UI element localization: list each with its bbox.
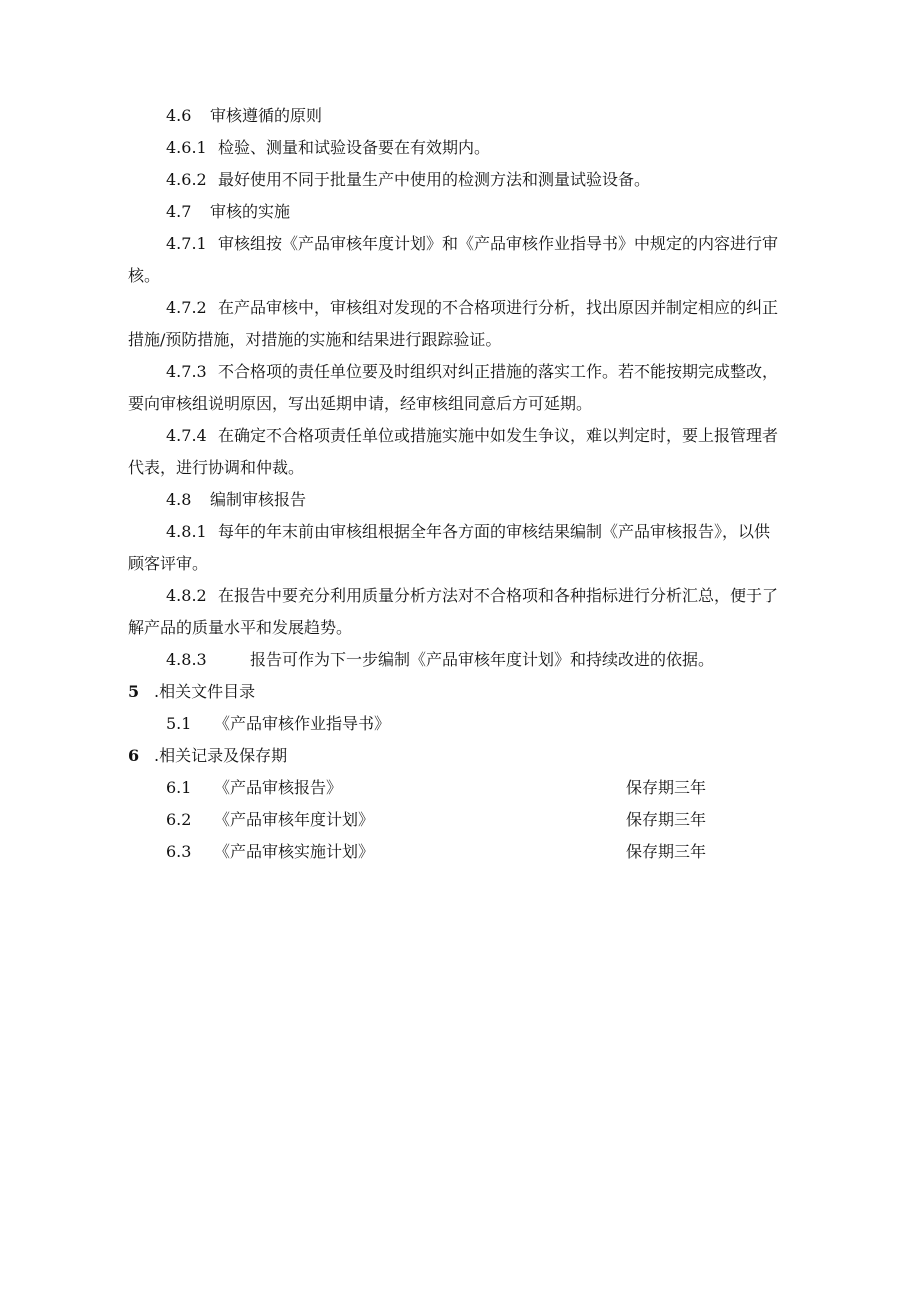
record-name: 《产品审核年度计划》 [214,810,375,829]
clause-number: 4.7.3 [166,362,207,381]
section-title: .相关文件目录 [154,682,256,701]
clause-number: 4.8.3 [166,650,207,669]
clause-4-6-2 [166,169,650,191]
section-title: .相关记录及保存期 [154,746,288,765]
clause-4-8-1-continuation: 顾客评审。 [128,554,209,573]
clause-number: 4.7.1 [166,234,207,253]
clause-text: 在确定不合格项责任单位或措施实施中如发生争议，难以判定时，要上报管理者 [218,426,779,445]
record-number: 6.3 [166,842,192,861]
clause-number: 4.8.2 [166,586,207,605]
clause-text: 审核的实施 [210,202,291,221]
record-retention: 保存期三年 [626,778,707,797]
clause-text: 审核遵循的原则 [210,106,323,125]
record-row [166,809,706,831]
clause-text: 在产品审核中，审核组对发现的不合格项进行分析，找出原因并制定相应的纠正 [218,298,779,317]
clause-4-7 [166,201,290,223]
clause-text: 检验、测量和试验设备要在有效期内。 [218,138,491,157]
clause-4-8-3 [166,649,714,671]
clause-4-7-2-continuation: 措施/预防措施，对措施的实施和结果进行跟踪验证。 [128,330,502,349]
section-5-item [166,713,390,735]
section-number: 6 [128,746,140,765]
clause-text: 不合格项的责任单位要及时组织对纠正措施的落实工作。若不能按期完成整改， [218,362,779,381]
clause-4-7-2 [166,297,778,319]
record-number: 6.2 [166,810,192,829]
clause-text: 每年的年末前由审核组根据全年各方面的审核结果编制《产品审核报告》，以供 [218,522,771,541]
clause-text: 最好使用不同于批量生产中使用的检测方法和测量试验设备。 [218,170,651,189]
clause-4-7-4 [166,425,778,447]
section-5-heading [128,681,255,703]
clause-text: 审核组按《产品审核年度计划》和《产品审核作业指导书》中规定的内容进行审 [218,234,779,253]
clause-number: 4.6 [166,106,192,125]
clause-4-7-1-continuation: 核。 [128,266,161,285]
clause-4-7-1 [166,233,778,255]
record-row [166,841,706,863]
item-text: 《产品审核作业指导书》 [214,714,391,733]
clause-number: 4.8.1 [166,522,207,541]
clause-number: 4.8 [166,490,192,509]
item-number: 5.1 [166,714,192,733]
clause-4-6 [166,105,322,127]
clause-4-7-3-continuation: 要向审核组说明原因，写出延期申请，经审核组同意后方可延期。 [128,394,593,413]
clause-4-6-1 [166,137,490,159]
clause-number: 4.6.2 [166,170,207,189]
record-number: 6.1 [166,778,192,797]
record-name: 《产品审核实施计划》 [214,842,375,861]
clause-number: 4.7.4 [166,426,207,445]
clause-4-8-2-continuation: 解产品的质量水平和发展趋势。 [128,618,353,637]
clause-text: 报告可作为下一步编制《产品审核年度计划》和持续改进的依据。 [250,650,715,669]
clause-text: 编制审核报告 [210,490,307,509]
clause-4-8-2 [166,585,778,607]
section-6-heading [128,745,287,767]
clause-number: 4.6.1 [166,138,207,157]
clause-number: 4.7 [166,202,192,221]
clause-text: 在报告中要充分利用质量分析方法对不合格项和各种指标进行分析汇总，便于了 [218,586,779,605]
clause-4-8-1 [166,521,770,543]
record-retention: 保存期三年 [626,810,707,829]
record-retention: 保存期三年 [626,842,707,861]
record-name: 《产品审核报告》 [214,778,343,797]
clause-4-8 [166,489,306,511]
clause-number: 4.7.2 [166,298,207,317]
record-row [166,777,706,799]
clause-4-7-4-continuation: 代表，进行协调和仲裁。 [128,458,305,477]
section-number: 5 [128,682,140,701]
clause-4-7-3 [166,361,778,383]
